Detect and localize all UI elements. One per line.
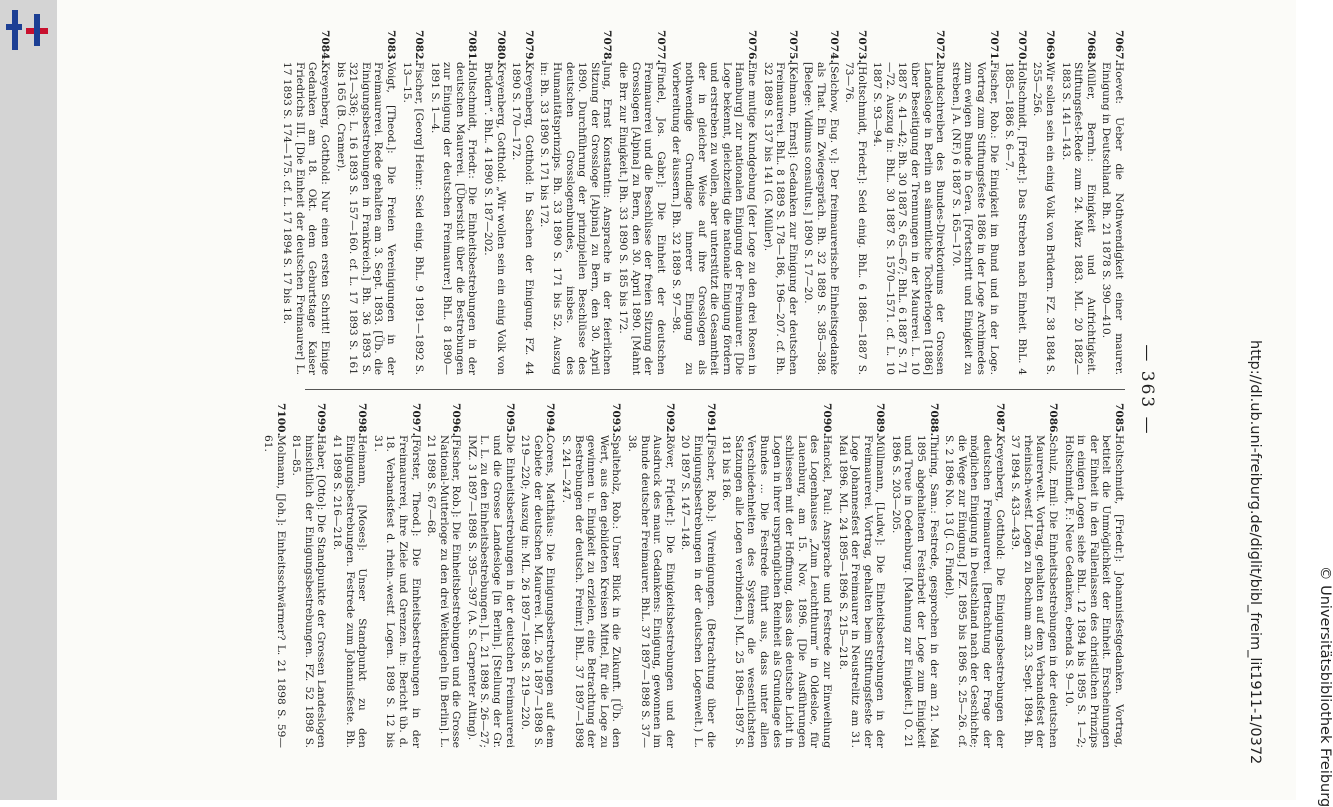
entry-number: 7083. [384, 30, 397, 64]
bibliography-entry [889, 403, 939, 748]
entry-number: 7082. [413, 30, 426, 64]
entry-text: Müller, Bernh.: Einigkeit und Aufrichtigkeit. Stiftungsfest-Rede zum 24. März 1883. ML. 20 1882—1883 S. 141—143. [1059, 62, 1097, 375]
entry-number: 7073. [855, 30, 868, 64]
entry-text: Müllmann, [Ludw.]: Die Einheitsbestrebungen in der Freimaurerei. Vortrag, gehalten beim Stiftungsfeste der Loge Johannesfest der Freimaurer in Neustrelitz am 31. Mai 1896. ML. 24 1895—1896 S. 215—218. [836, 435, 887, 748]
sidebar [0, 0, 57, 800]
entry-number: 7067. [1113, 30, 1125, 64]
bibliography-entry [538, 30, 614, 375]
entry-number: 7098. [356, 403, 369, 437]
bibliography-entry [1059, 30, 1097, 375]
entry-number: 7085. [1113, 403, 1125, 437]
entry-text: Kreyenberg, Gotthold: In Sachen der Einigung. FZ. 44 1890 S. 170—172. [510, 62, 535, 375]
entry-number: 7087. [993, 403, 1006, 437]
bibliography-entry [1062, 403, 1125, 748]
entry-number: 7079. [522, 30, 535, 64]
bibliography-entry [843, 30, 868, 375]
entry-text: Thiring, Sam.: Festrede, gesprochen in der am 21. Mai 1895 abgehaltenen Festarbeit der Loge zum Einigkeit und Treue in Oedenburg. [Mahnung zur Einigkeit.] O. 21 1896 S. 203—205. [889, 435, 940, 748]
left-column [278, 30, 1125, 375]
bibliography-entry [616, 30, 666, 375]
bibliography-entry [330, 403, 368, 748]
entry-number: 7077. [654, 30, 667, 64]
entry-text: Kreyenberg, Gotthold: Nur einen ersten Schritt! Einige Gedanken am 18. Okt. dem Geburtstage Kaiser Friedrichs III. [Die Einheit der deutschen Freimaurer] L. 17 1893 S. 174—175. cf. L. 17 1894 S. 17 bis 18. [281, 62, 331, 375]
entry-text: Molmann, [Joh.]: Einheitsschwärmer? L. 21 1898 S. 59—61. [262, 435, 287, 748]
bibliography-entry [871, 30, 947, 375]
entry-number: 7097. [409, 403, 422, 437]
entry-text: Holtschmidt, [Friedr.]: Das Streben nach Einheit. BhL. 4 1885—1886 S. 6—7. [1003, 62, 1028, 375]
university-logo-icon [6, 10, 50, 50]
bibliography-entry [281, 30, 331, 375]
bibliography-entry [802, 30, 840, 375]
entry-text: Spalteholz, Rob.: Unser Blick in die Zukunft. [Üb. den Wert, aus den gebildeten Kreisen Mittel, für die Loge zu gewinnen u. Einigkeit zu erzielen, eine Betrachtung der Bestrebungen der deutsch. Freimr.] BhL. 37 1897—1898 S. 241—247. [560, 435, 623, 748]
copyright-caption: © Universitätsbibliothek Freiburg [1317, 566, 1333, 807]
bibliography-entry [949, 30, 999, 375]
entry-text: [Förster, Theod.]: Die Einheitsbestrebungen in der Freimaurerei, ihre Ziele und Grenzen. in: Bericht üb. d. 18. Verbandsfest d. rhein.-westf. Logen. 1898 S. 12 bis 31. [371, 435, 422, 748]
entry-text: Corens, Matthäus: Die Einigungsbestrebungen auf dem Gebiete der deutschen Maurerei. ML. 26 1897—1898 S. 219—220; Auszug in: ML. 26 1897—1898 S. 219—220. [519, 435, 557, 748]
scanned-page [57, 0, 1333, 807]
entry-number: 7090. [820, 403, 833, 437]
entry-number: 7076. [745, 30, 758, 64]
entry-text: Die Einheitsbestrebungen in der deutschen Freimaurerei und die Grosse Landesloge [in Berlin]. [Stellung der Gr. L. L. zu den Einheitsbestrebungen.] L. 21 1898 S. 26—27; IMZ. 3 1897—1898 S. 395—397 (A. S. Carpenter Alting). [465, 435, 516, 748]
bibliography-entry [670, 30, 758, 375]
entry-text: [Kelmann, Ernst]: Gedanken zur Einigung der deutschen Freimaurerei. BhL. 8 1889 S. 178—186, 196—207. cf. Bh. 32 1889 S. 137 bis 141 (G. Müller). [761, 62, 799, 375]
bibliography-entry [1009, 403, 1059, 748]
entry-number: 7100. [274, 403, 287, 437]
entry-text: Röver, Fr[iedr.]: Die Einigkeitsbestrebungen und der Ausdruck des maur. Gedankens: Einigung, gewonnen im Bunde deutscher Freimaurer. BhL. 37 1897—1898 S. 37—38. [626, 435, 676, 748]
bibliography-entry [261, 403, 286, 748]
entry-text: Eine mutige Kundgebung [der Loge zu den drei Rosen in Hamburg] zur nationalen Einigung der Freimaurer. [Die Loge bekennt, gleichzeitig die nationale Einigung fördern und erstreben zu wollen, aber unterstützt die Gesamtheit der in gleicher Weise auf ihre Grosslogen als nothwendige Grundlage innerer Einigung zu Vorbereitung der äussern.] Bh. 32 1889 S. 97—98. [670, 62, 758, 375]
entry-text: [Selchow, Eug. v.]: Der freimaurerische Einheitsgedanke als That. Ein Zwiegespräch. Bh. 32 1889 S. 385—388. [Belege: Vidimus consultus.] 1890 S. 17—20. [802, 62, 840, 375]
bibliography-entry [1003, 30, 1028, 375]
bibliography-entry [836, 403, 886, 748]
entry-number: 7081. [466, 30, 479, 64]
entry-number: 7093. [610, 403, 623, 437]
bibliography-entry [428, 30, 478, 375]
column-divider [305, 389, 1125, 390]
entry-number: 7096. [450, 403, 463, 437]
entry-text: Holtschmidt, [Friedr.]: Johannisfestgedanken. Vortrag, betitelt die Unmöglichkeit der Einheit. Erscheinungen der Einheit in den Fallenlassen des christlichen Prinzips in einigen Logen siehe BhL. 12 1894 bis 1895 S. 1—2; Holtschmidt, F.: Neue Gedanken, ebenda S. 9—10. [1062, 435, 1125, 748]
entry-text: [Fischer, Rob.]: Die Einheitsbestrebungen und die Grosse National-Mutterloge zu den drei Weltkugeln [in Berlin]. L. 21 1898 S. 67—68. [425, 435, 463, 748]
entry-number: 7091. [704, 403, 717, 437]
entry-number: 7071. [987, 30, 1000, 64]
entry-text: [Findel, Jos. Gabr.]: Die Einheit der deutschen Freimaurerei und die Beschlüsse der freien Sitzung der Grosslogen [Alpina] zu Bern, den 30. April 1890. [Mahnt die Brr. zur Einigkeit.] Bh. 33 1890 S. 185 bis 172. [617, 62, 667, 375]
entry-number: 7089. [874, 403, 887, 437]
bibliography-entry [720, 403, 833, 748]
entry-text: Kreyenberg, Gotthold: Die Einigungsbestrebungen der deutschen Freimaurerei. [Betrachtung der Frage der möglichen Einigung in Deutschland nach der Geschichte; die Wege zur Einigung.] FZ. 1895 bis 1896 S. 25—26. cf. S. 2 1896 No. 13 (J. G. Findel). [943, 435, 1006, 748]
page-number-header: — 363 — [1137, 344, 1157, 436]
entry-number: 7099. [315, 403, 328, 437]
entry-number: 7095. [503, 403, 516, 437]
entry-text: Fischer, Rob.: Die Einigkeit im Bund und in der Loge. Vortrag zum Stiftungsfeste 1886 in der Loge Archimedes zum ewigen Bunde in Gera. [Fortschritt und Einigkeit zu streben.] A. (NF.) 6 1887 S. 165—170. [949, 62, 1000, 375]
bibliography-entry [761, 30, 799, 375]
entry-text: Kreyenberg, Gotthold: „Wir wollen sein ein einig Volk von Brüdern“. BhL. 4 1890 S. 187—202. [482, 62, 507, 375]
bibliography-entry [371, 403, 421, 748]
entry-number: 7080. [494, 30, 507, 64]
bibliography-entry [482, 30, 507, 375]
entry-number: 7075. [786, 30, 799, 64]
right-column [258, 403, 1125, 748]
bibliography-entry [400, 30, 425, 375]
bibliography-entry [1031, 30, 1056, 375]
entry-number: 7092. [663, 403, 676, 437]
entry-text: Haber, [Otto]: Die Standpunkte der Grossen Landeslogen hinsichtlich der Einigungsbestrebungen. FZ. 52 1898 S. 81—85. [290, 435, 328, 748]
bibliography-entry [679, 403, 717, 748]
entry-text: Voigt, [Theod.]: Die Freien Vereinigungen in der Freimaurerei. Rede gehalten am 3. Sept. 1893. [Üb. die Einigungsbestrebungen in Frankreich.] Bh. 36 1893 S. 321—336; L. 16 1893 S. 157—160. cf. L. 17 1893 S. 161 bis 165 (B. Cramer). [334, 62, 397, 375]
entry-number: 7068. [1084, 30, 1097, 64]
entry-number: 7070. [1015, 30, 1028, 64]
entry-text: Holtschmidt, Friedr.: Die Einheitsbestrebungen in der deutschen Maurerei. [Übersicht über die Bestrebungen zur Einigung der deutschen Freimaurer.] BhL. 8 1890—1891 S. 1—4. [428, 62, 479, 375]
entry-text: Fischer, [Georg] Heinr.: Seid einig. BhL. 9 1891—1892 S. 13—15. [400, 62, 426, 375]
entry-number: 7074. [827, 30, 840, 64]
entry-number: 7069. [1044, 30, 1057, 64]
entry-number: 7084. [318, 30, 331, 64]
entry-text: [Fischer, Rob.]: Vireinigungen. (Betrachtung über die Einigungsbestrebungen in der deutschen Logenwelt.) L. 20 1897 S. 147—148. [679, 435, 717, 748]
rotated-page-content [257, 30, 1157, 750]
bibliography-entry [559, 403, 622, 748]
entry-text: Schulz, Emil: Die Einheitsbestrebungen in der deutschen Maurerwelt. Vortrag, gehalten auf dem Verbandsfest der rheinisch-westf. Logen zu Bochum am 23. Sept. 1894. Bh. 37 1894 S. 433—439. [1009, 435, 1060, 748]
entry-text: Heimann, [Moses]: Unser Standpunkt zu den Einigungsbestrebungen. Festrede zum Johannisfeste. Bh. 41 1898 S. 216—218. [330, 435, 369, 748]
entry-text: [Holtschmidt, Friedr.]: Seid einig. BhL. 6 1886—1887 S. 73—76. [843, 62, 868, 375]
entry-text: Hoevet: Ueber die Nothwendigkeit einer maurer. Einigung in Deutschland. Bh. 21 1878 S. 390—410. [1100, 62, 1125, 375]
bibliography-entry [290, 403, 328, 748]
bibliography-entry [943, 403, 1006, 748]
bibliography-entry [425, 403, 463, 748]
entry-number: 7088. [927, 403, 940, 437]
bibliography-entry [1100, 30, 1125, 375]
entry-text: Wir sollen sein ein einig Volk von Brüdern. FZ. 38 1884 S. 255—256. [1031, 62, 1057, 375]
bibliography-entry [625, 403, 675, 748]
entry-number: 7086. [1047, 403, 1060, 437]
entry-number: 7072. [934, 30, 947, 64]
entry-number: 7094. [544, 403, 557, 437]
entry-text: Jung, Ernst Konstantin: Ansprache in der feierlichen Sitzung der Grossloge [Alpina] zu Bern, den 30. April 1890. Durchführung der prinzipiellen Beschlüsse des deutschen Grosslogenbundes, insbes. des Humanitätsprinzips. Bh. 33 1890 S. 171 bis 52. Auszug in: Bh. 33 1890 S. 171 bis 172. [538, 62, 614, 375]
source-url-caption: http://dl.ub.uni-freiburg.de/diglit/bibl_freim_lit1911-1/0372 [1247, 340, 1263, 765]
bibliography-entry [334, 30, 397, 375]
bibliography-entry [465, 403, 515, 748]
entry-number: 7078. [601, 30, 614, 64]
bibliography-entry [519, 403, 557, 748]
entry-text: Rundschreiben des Bundes-Direktoriums der Grossen Landesloge in Berlin an sämmtliche Tochterlogen [1886] über Beseitigung der Trennungen in der Maurerei. L. 10 1887 S. 41—42; Bh. 30 1887 S. 65—67; BhL. 6 1887 S. 71—72. Auszug in: BhL. 30 1887 S. 1570—1571. cf. L. 10 1887 S. 93—94. [871, 62, 947, 375]
entry-text: Hanckel, Paul: Ansprache und Festrede zur Einweihung des Logenhauses „Zum Leuchtthurm“ in Oldesloe, für Lauenburg, am 15. Nov. 1896. [Die Ausführungen schliessen mit der Hoffnung, dass das deutsche Licht in Logen in ihrer ursprünglichen Reinheit als Grundlage des Bundes ... Die Festrede führt aus, dass unter allen Verschiedenheiten des Systems die wesentlichsten Satzungen alle Logen verbinden.] ML. 25 1896—1897 S. 181 bis 186. [720, 435, 833, 748]
bibliography-entry [510, 30, 535, 375]
